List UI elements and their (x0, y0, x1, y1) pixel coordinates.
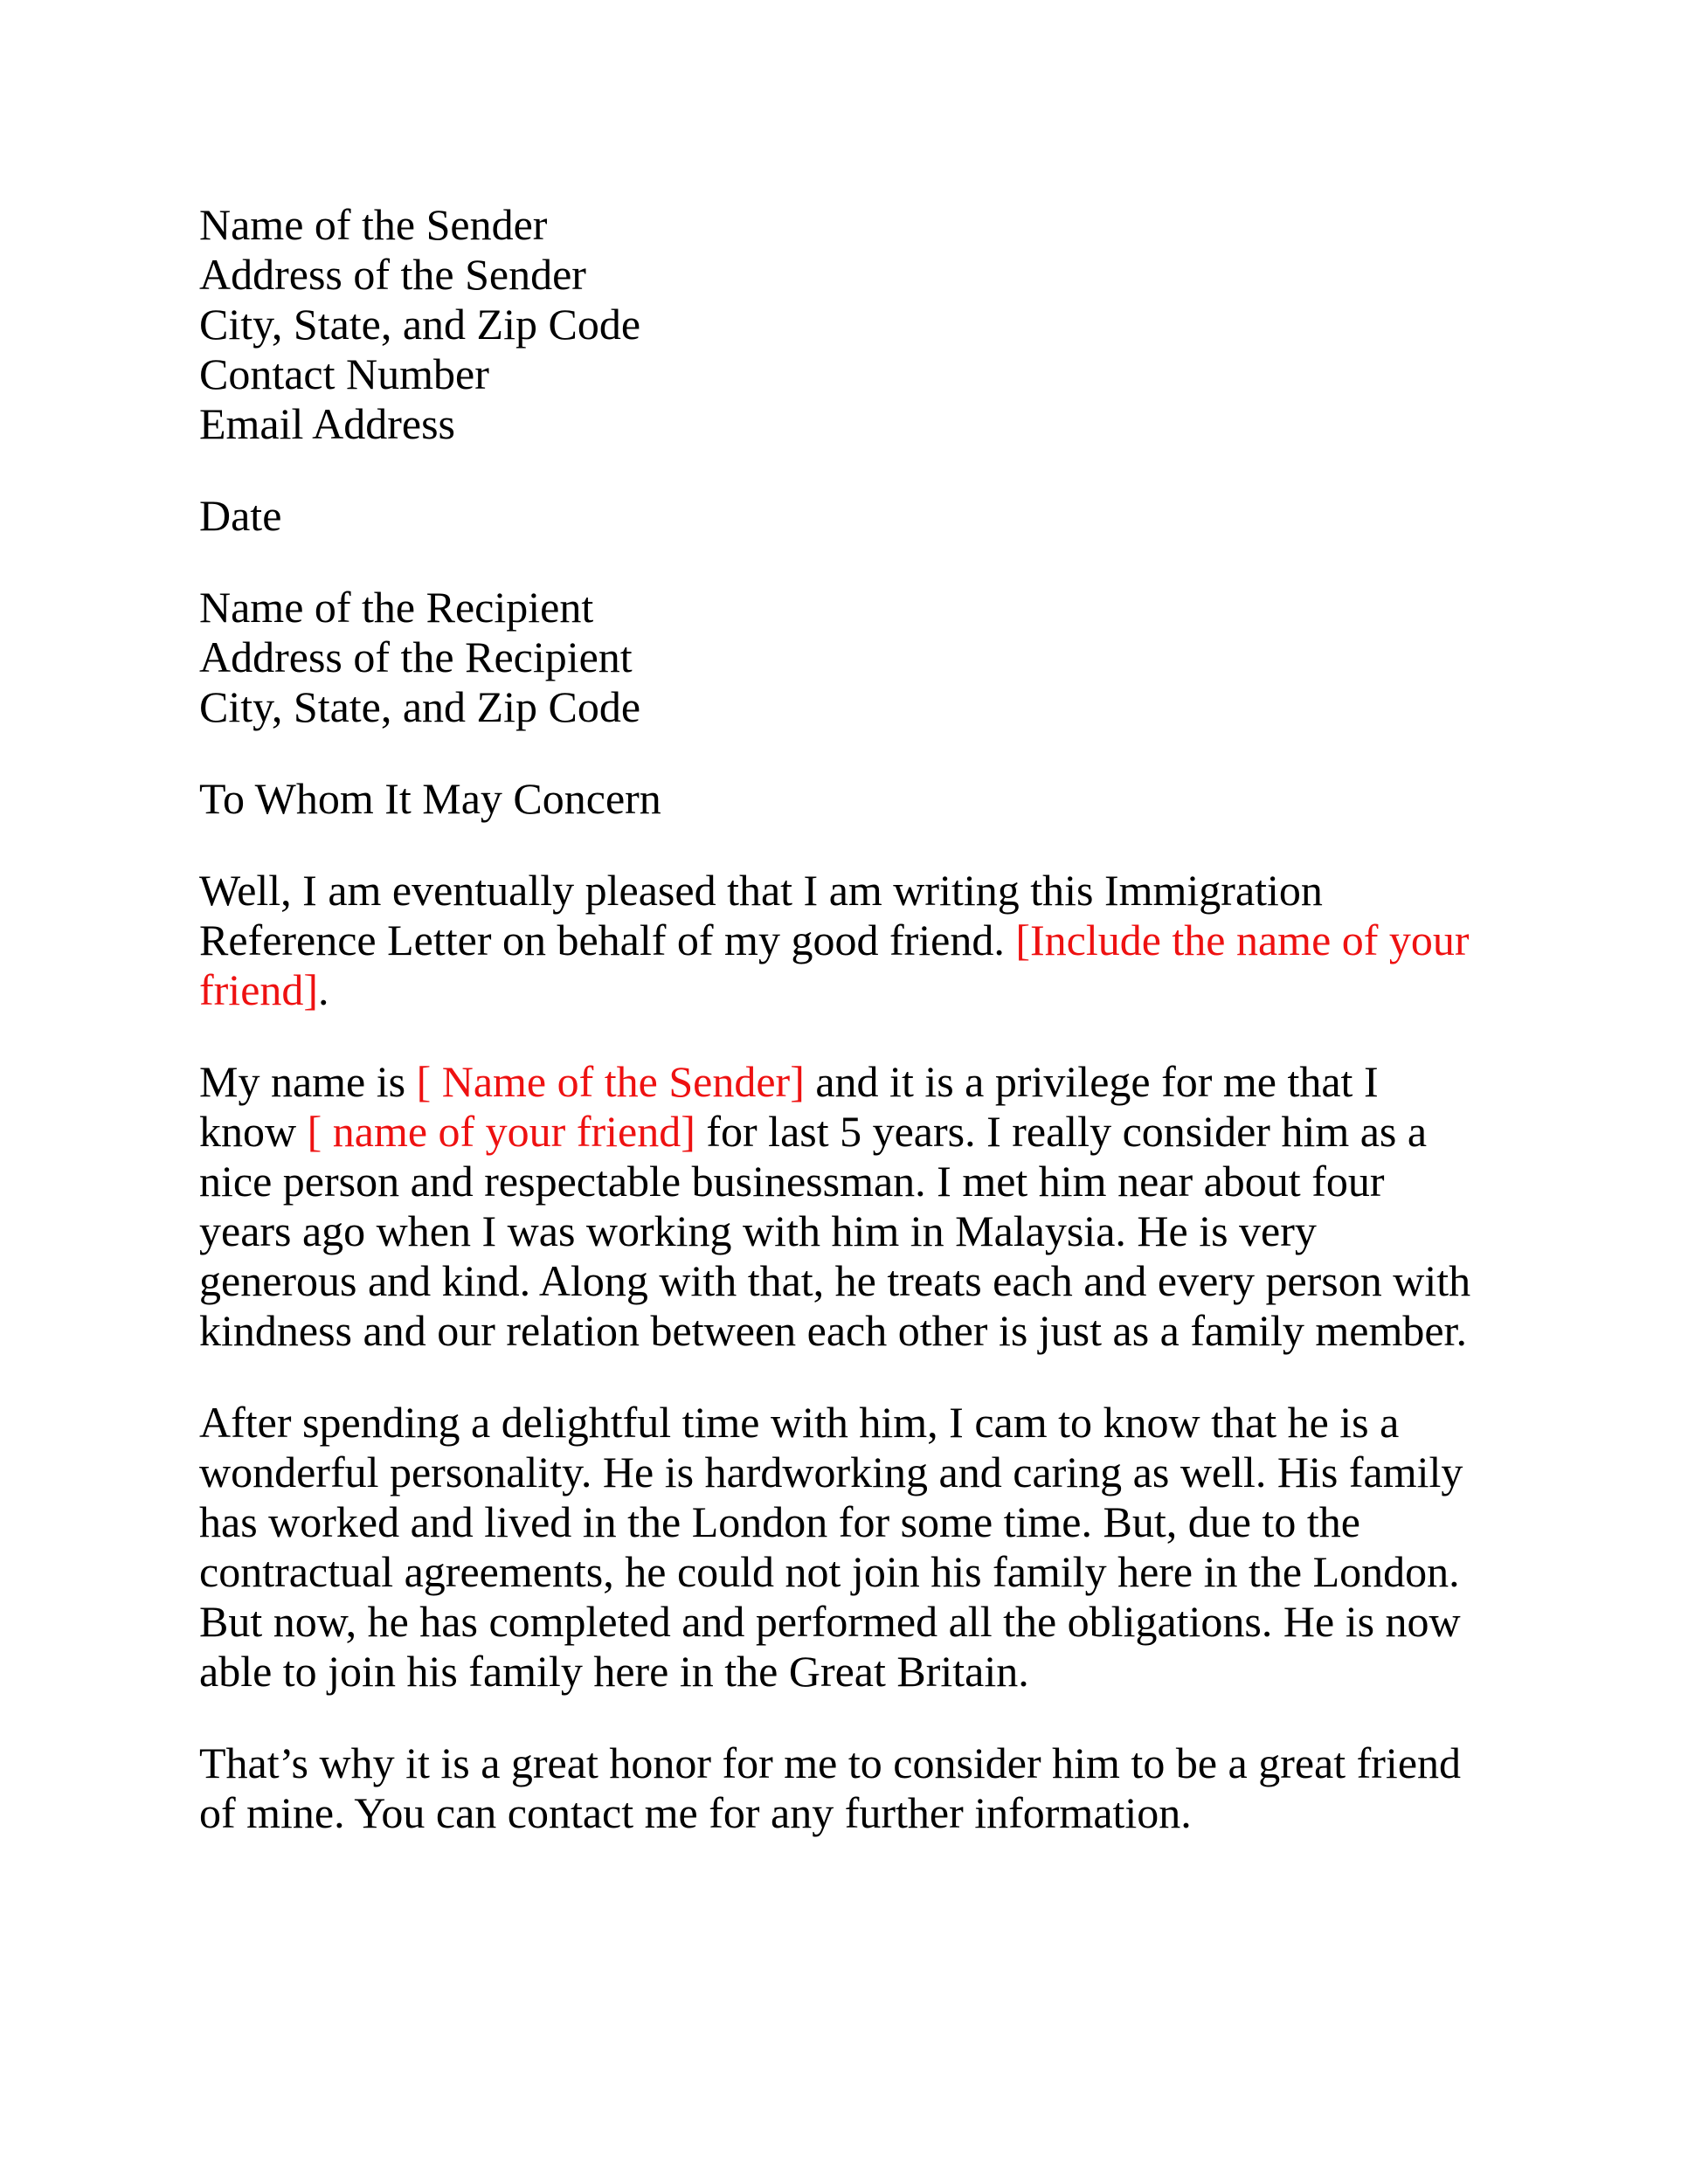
text-segment: City, State, and Zip Code (199, 682, 641, 731)
recipient-address-block (199, 583, 1479, 732)
letter-line (199, 300, 1479, 349)
text-segment: Contact Number (199, 349, 489, 398)
text-segment: After spending a delightful time with him, I cam to know that he is a wonderful personality. He is hardworking and caring as well. His family has worked and lived in the London for some time. But, due to the contractual agreements, he could not join his family here in the London. But now, he has completed and performed all the obligations. He is now able to join his family here in the Great Britain. (199, 1398, 1463, 1696)
placeholder-red-segment: [ Name of the Sender] (416, 1057, 805, 1106)
sender-address-block (199, 200, 1479, 449)
letter-line (199, 583, 1479, 632)
letter-line (199, 632, 1479, 682)
text-segment: Well, I am eventually pleased that I am writing this Immigration Reference Letter on behalf of my good friend. (199, 866, 1323, 964)
text-segment: My name is (199, 1057, 417, 1106)
letter-line (199, 866, 1479, 1015)
text-segment: and it is a privilege for me that I know (199, 1057, 1379, 1156)
placeholder-red-segment: [Include the name of your friend] (199, 916, 1470, 1014)
letter-line (199, 1738, 1479, 1838)
text-segment: To Whom It May Concern (199, 774, 661, 823)
text-segment: for last 5 years. I really consider him as a nice person and respectable businessman. I met him near about four years ago when I was working with him in Malaysia. He is very generous and kind. Along with that, he treats each and every person with kindness and our relation between each other is just as a family member. (199, 1107, 1471, 1355)
letter-line (199, 682, 1479, 732)
letter-line (199, 491, 1479, 541)
paragraph-relationship (199, 1057, 1479, 1356)
paragraph-introduction (199, 866, 1479, 1015)
text-segment: Email Address (199, 399, 456, 448)
paragraph-character (199, 1398, 1479, 1697)
text-segment: . (318, 965, 329, 1014)
text-segment: Name of the Recipient (199, 583, 594, 632)
text-segment: That’s why it is a great honor for me to consider him to be a great friend of mine. You can contact me for any further information. (199, 1738, 1462, 1837)
date-line (199, 491, 1479, 541)
letter-line (199, 774, 1479, 824)
letter-line (199, 349, 1479, 399)
text-segment: Address of the Recipient (199, 632, 633, 681)
salutation-line (199, 774, 1479, 824)
letter-line (199, 1398, 1479, 1697)
letter-line (199, 200, 1479, 250)
letter-line (199, 399, 1479, 449)
letter-line (199, 1057, 1479, 1356)
text-segment: Name of the Sender (199, 200, 548, 249)
text-segment: City, State, and Zip Code (199, 300, 641, 349)
text-segment: Date (199, 491, 282, 540)
text-segment: Address of the Sender (199, 250, 586, 299)
letter-content (199, 200, 1479, 1880)
letter-line (199, 250, 1479, 300)
placeholder-red-segment: [ name of your friend] (307, 1107, 695, 1156)
paragraph-closing (199, 1738, 1479, 1838)
